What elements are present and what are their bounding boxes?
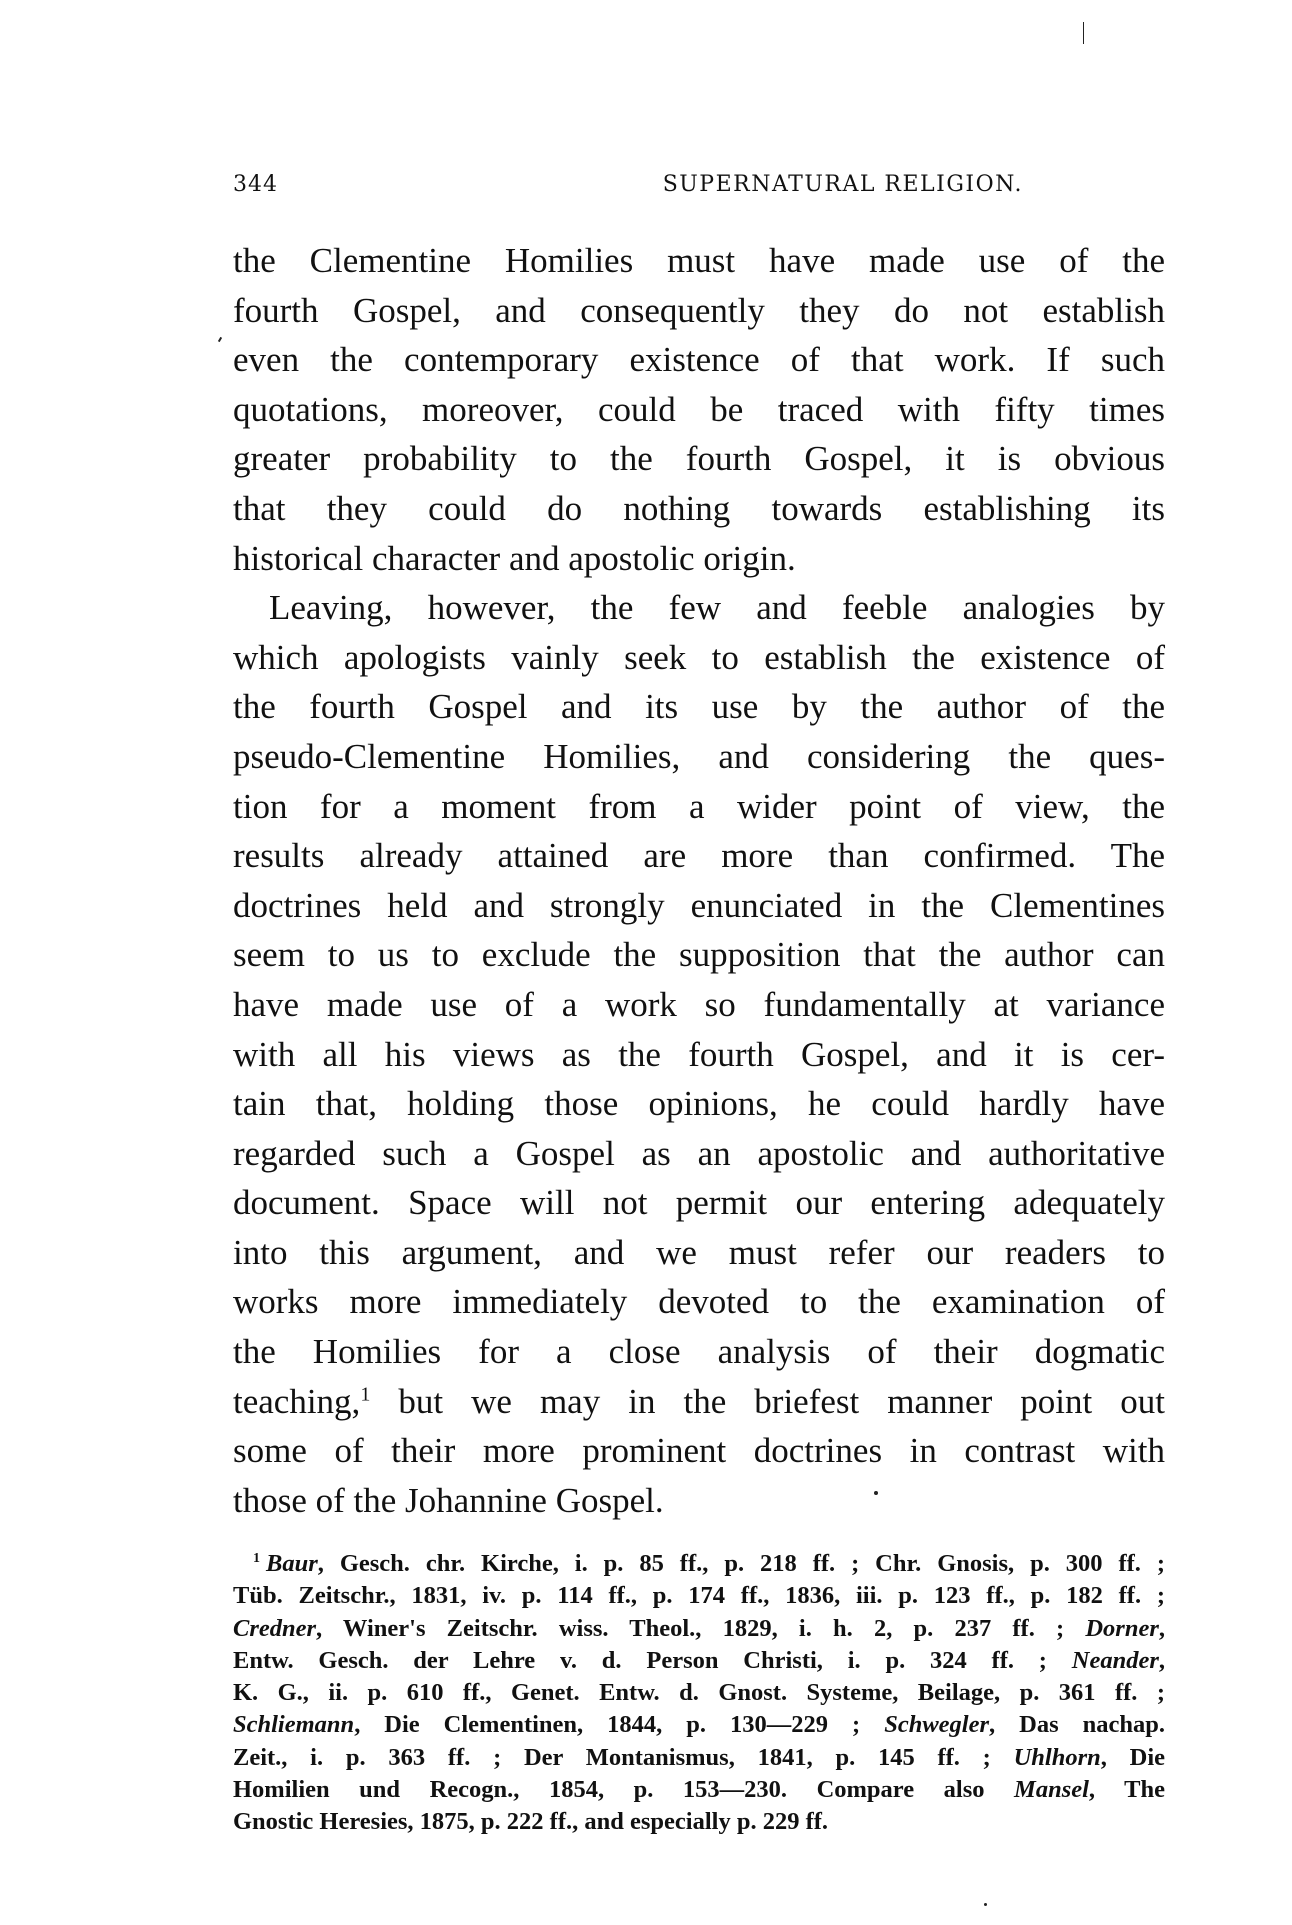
footnote-line [233,1774,1165,1806]
text-line: fourth Gospel, and consequently they do not establish [233,290,1165,330]
text-line: which apologists vainly seek to establish the existence of [233,637,1165,677]
footnote-line [233,1677,1165,1709]
footnote [233,1548,1165,1839]
footnote-line [233,1548,1165,1580]
text-line: those of the Johannine Gospel. [233,1480,664,1520]
citation-text: , Gesch. chr. Kirche, i. p. 85 ff., p. 218 ff. ; Chr. Gnosis, p. 300 ff. ; [317,1550,1165,1577]
text-line: document. Space will not permit our entering adequately [233,1183,1165,1223]
author-name: Schwegler [884,1711,990,1739]
author-name: Credner [233,1614,317,1642]
citation-text: , Das nachap. [989,1711,1165,1739]
scan-edge-mark [1083,22,1084,44]
footnote-reference[interactable]: 1 [360,1383,371,1405]
scan-speck [218,337,222,342]
author-name: Neander [1071,1646,1159,1674]
text-line: seem to us to exclude the supposition that the author can [233,935,1165,975]
scan-speck [984,1903,987,1906]
footnote-line [233,1580,1165,1612]
footnote-line [233,1709,1165,1741]
citation-text: Gnostic Heresies, 1875, p. 222 ff., and especially p. 229 ff. [233,1808,829,1836]
footnote-line [233,1742,1165,1774]
text-line: the fourth Gospel and its use by the author of the [233,687,1165,727]
text-line: doctrines held and strongly enunciated in the Clementines [233,885,1165,925]
text-line: quotations, moreover, could be traced with fifty times [233,389,1165,429]
citation-text: , Die Clementinen, 1844, p. 130—229 ; [354,1711,885,1739]
text-line: works more immediately devoted to the examination of [233,1282,1165,1322]
author-name: Mansel [1014,1776,1089,1804]
running-head [233,172,1165,212]
footnote-line [233,1806,1165,1838]
running-title: SUPERNATURAL RELIGION. [662,172,1023,197]
citation-text: Homilien und Recogn., 1854, p. 153—230. Compare also [233,1776,1015,1804]
text-line: regarded such a Gospel as an apostolic and authoritative [233,1133,1165,1173]
text-line: even the contemporary existence of that work. If such [233,340,1165,380]
text-line [233,1377,1165,1427]
citation-text: , Die [1100,1743,1166,1771]
text-line: Leaving, however, the few and feeble analogies by [269,588,1165,628]
text-line: results already attained are more than confirmed. The [233,836,1165,876]
footnote-line [233,1613,1165,1645]
citation-text: , Winer's Zeitschr. wiss. Theol., 1829, i. h. 2, p. 237 ff. ; [316,1614,1086,1642]
text-line: historical character and apostolic origin. [233,538,796,578]
text-line: the Homilies for a close analysis of their dogmatic [233,1332,1165,1372]
citation-text: Zeit., i. p. 363 ff. ; Der Montanismus, 1841, p. 145 ff. ; [233,1743,1014,1771]
citation-text: Tüb. Zeitschr., 1831, iv. p. 114 ff., p. 174 ff., 1836, iii. p. 123 ff., p. 182 ff. ; [233,1582,1165,1610]
text-fragment: but we may in the briefest manner point out [370,1381,1165,1421]
text-line: have made use of a work so fundamentally at variance [233,984,1165,1024]
citation-text: , The [1088,1776,1165,1804]
citation-text: Entw. Gesch. der Lehre v. d. Person Christi, i. p. 324 ff. ; [233,1646,1072,1674]
footnote-marker: 1 [253,1550,260,1566]
text-line: tain that, holding those opinions, he could hardly have [233,1084,1165,1124]
author-name: Uhlhorn [1013,1743,1101,1771]
author-name: Dorner [1085,1614,1159,1642]
text-line: that they could do nothing towards establishing its [233,488,1165,528]
citation-text: , [1158,1646,1165,1674]
author-name: Baur [266,1550,318,1577]
text-line: with all his views as the fourth Gospel, and it is cer- [233,1034,1165,1074]
text-line: the Clementine Homilies must have made use of the [233,241,1165,280]
citation-text: , [1158,1614,1165,1642]
citation-text: K. G., ii. p. 610 ff., Genet. Entw. d. Gnost. Systeme, Beilage, p. 361 ff. ; [233,1679,1165,1707]
text-line: pseudo-Clementine Homilies, and considering the ques- [233,736,1165,776]
author-name: Schliemann [233,1711,355,1739]
footnote-line [233,1645,1165,1677]
text-line: some of their more prominent doctrines in contrast with [233,1431,1165,1471]
text-fragment: teaching, [233,1381,361,1421]
text-line: greater probability to the fourth Gospel, it is obvious [233,439,1165,479]
text-line: tion for a moment from a wider point of view, the [233,786,1165,826]
text-line: into this argument, and we must refer our readers to [233,1232,1165,1272]
page-number: 344 [233,172,278,197]
body-text [233,236,1165,1525]
